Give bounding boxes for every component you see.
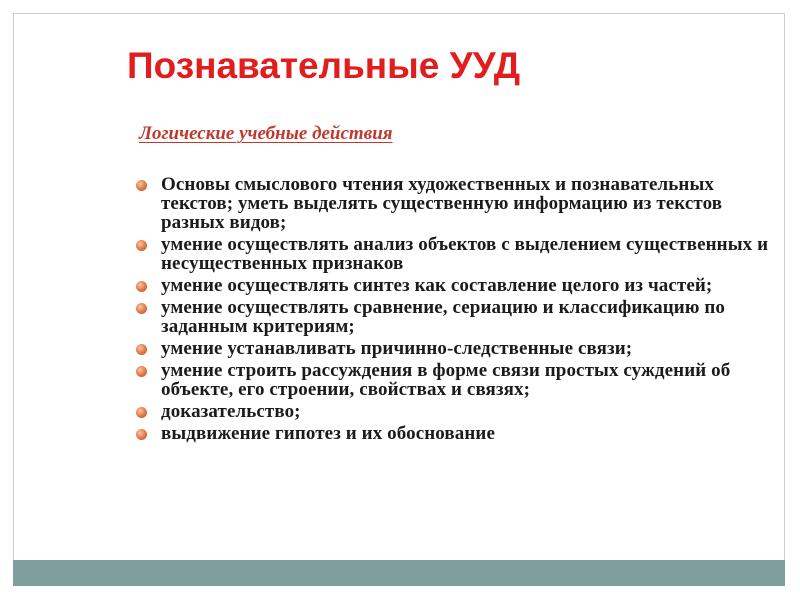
slide-subtitle: Логические учебные действия <box>139 123 393 144</box>
bullet-dot-icon <box>136 344 147 355</box>
bullet-item <box>136 339 788 358</box>
bullet-text: умение осуществлять синтез как составление целого из частей; <box>161 275 713 296</box>
bullet-item <box>136 424 788 443</box>
bullet-dot-icon <box>136 407 147 418</box>
bullet-dot-icon <box>136 303 147 314</box>
bullet-text: умение устанавливать причинно-следственные связи; <box>161 338 633 359</box>
bullet-dot-icon <box>136 180 147 191</box>
bullet-item <box>136 298 788 336</box>
bullet-item <box>136 402 788 421</box>
bullet-dot-icon <box>136 240 147 251</box>
bullet-item <box>136 361 788 399</box>
bullet-item <box>136 235 788 273</box>
bullet-dot-icon <box>136 281 147 292</box>
bullet-text: доказательство; <box>161 401 301 422</box>
bullet-text: Основы смыслового чтения художественных и познавательных текстов; уметь выделять существенную информацию из текстов разных видов; <box>161 174 723 233</box>
bullet-text: выдвижение гипотез и их обоснование <box>161 423 496 444</box>
bullet-item <box>136 175 788 232</box>
bullet-dot-icon <box>136 429 147 440</box>
slide-title: Познавательные УУД <box>127 45 521 86</box>
bullet-list <box>136 175 788 446</box>
bullet-text: умение осуществлять анализ объектов с выделением существенных и несущественных признаков <box>161 234 769 274</box>
footer-bar <box>13 560 785 586</box>
bullet-item <box>136 276 788 295</box>
bullet-text: умение строить рассуждения в форме связи простых суждений об объекте, его строении, свойствах и связях; <box>161 360 731 400</box>
bullet-dot-icon <box>136 366 147 377</box>
bullet-text: умение осуществлять сравнение, сериацию и классификацию по заданным критериям; <box>161 297 725 337</box>
